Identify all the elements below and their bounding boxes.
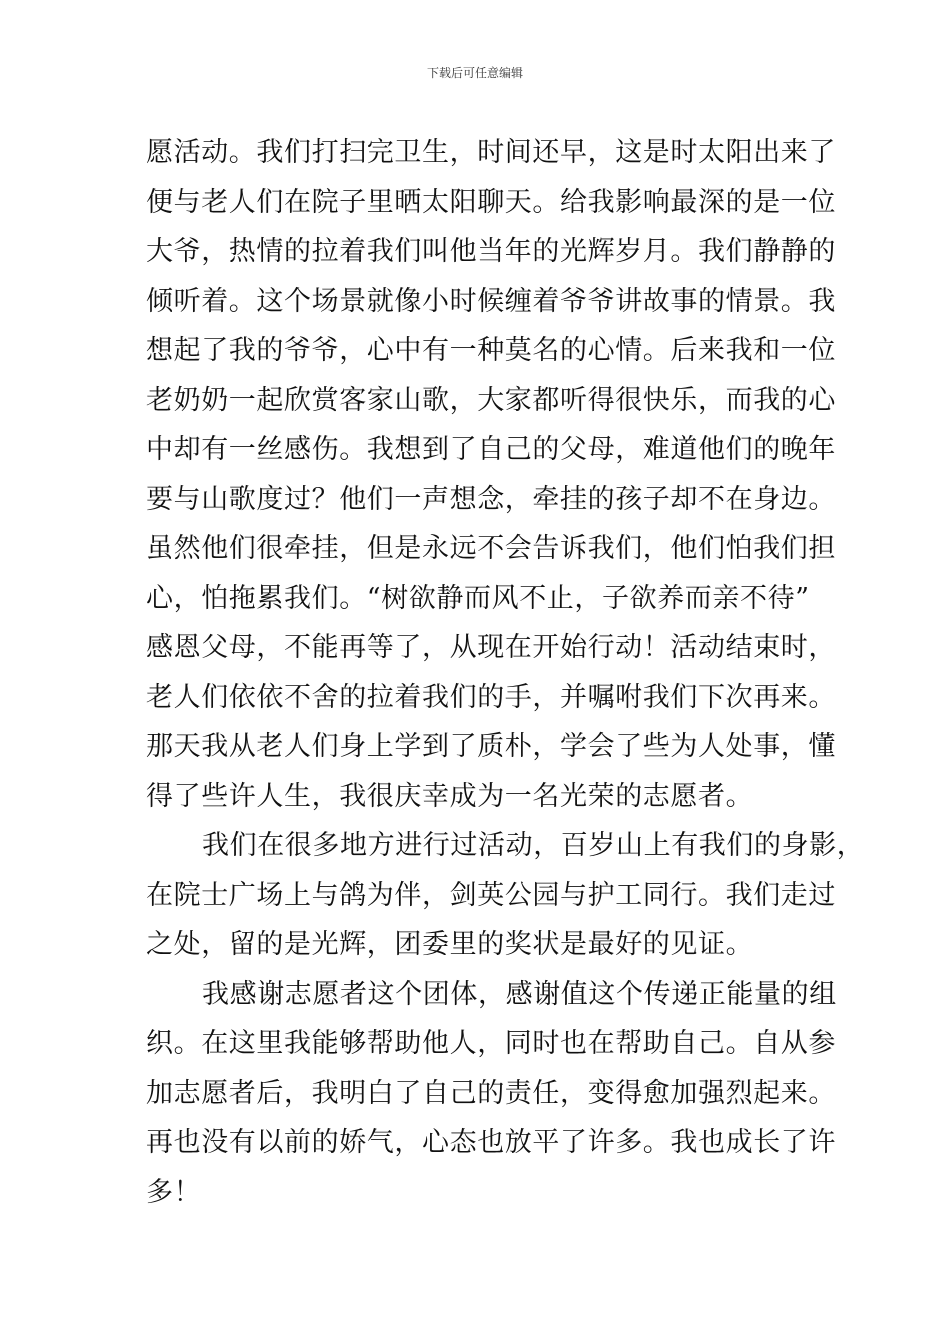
text-line: 之处，留的是光辉，团委里的奖状是最好的见证。 — [146, 929, 754, 960]
text-line: 想起了我的爷爷，心中有一种莫名的心情。后来我和一位 — [146, 335, 836, 366]
text-line: 虽然他们很牵挂，但是永远不会告诉我们，他们怕我们担 — [146, 533, 836, 564]
paragraph-1 — [146, 128, 836, 821]
paragraph-3 — [146, 970, 837, 1218]
text-line: 愿活动。我们打扫完卫生，时间还早，这是时太阳出来了 — [146, 137, 836, 168]
text-line: 便与老人们在院子里晒太阳聊天。给我影响最深的是一位 — [146, 186, 836, 218]
paragraph-2 — [146, 821, 865, 970]
text-line: 中却有一丝感伤。我想到了自己的父母，难道他们的晚年 — [146, 434, 836, 465]
text-line: 大爷，热情的拉着我们叫他当年的光辉岁月。我们静静的 — [146, 236, 836, 267]
text-line: 多！ — [146, 1176, 202, 1208]
text-line: 我感谢志愿者这个团体，感谢值这个传递正能量的组 — [202, 978, 837, 1010]
text-line: 感恩父母，不能再等了，从现在开始行动！活动结束时， — [146, 632, 836, 663]
text-line: 得了些许人生，我很庆幸成为一名光荣的志愿者。 — [146, 780, 754, 812]
text-line: 我们在很多地方进行过活动，百岁山上有我们的身影， — [202, 830, 865, 861]
text-line: 在院士广场上与鸽为伴，剑英公园与护工同行。我们走过 — [146, 879, 836, 911]
text-line: 要与山歌度过？他们一声想念，牵挂的孩子却不在身边。 — [146, 483, 836, 515]
text-line: 心，怕拖累我们。“树欲静而风不止，子欲养而亲不待” — [146, 582, 810, 614]
text-line: 再也没有以前的娇气，心态也放平了许多。我也成长了许 — [146, 1127, 836, 1158]
text-line: 加志愿者后，我明白了自己的责任，变得愈加强烈起来。 — [146, 1077, 836, 1109]
text-line: 老人们依依不舍的拉着我们的手，并嘱咐我们下次再来。 — [146, 681, 836, 713]
text-line: 织。在这里我能够帮助他人，同时也在帮助自己。自从参 — [146, 1028, 836, 1059]
text-line: 那天我从老人们身上学到了质朴，学会了些为人处事，懂 — [146, 731, 836, 762]
text-line: 老奶奶一起欣赏客家山歌，大家都听得很快乐，而我的心 — [146, 384, 836, 416]
page-header-note: 下载后可任意编辑 — [426, 66, 523, 80]
document-body — [146, 128, 865, 1217]
text-line: 倾听着。这个场景就像小时候缠着爷爷讲故事的情景。我 — [146, 285, 836, 317]
